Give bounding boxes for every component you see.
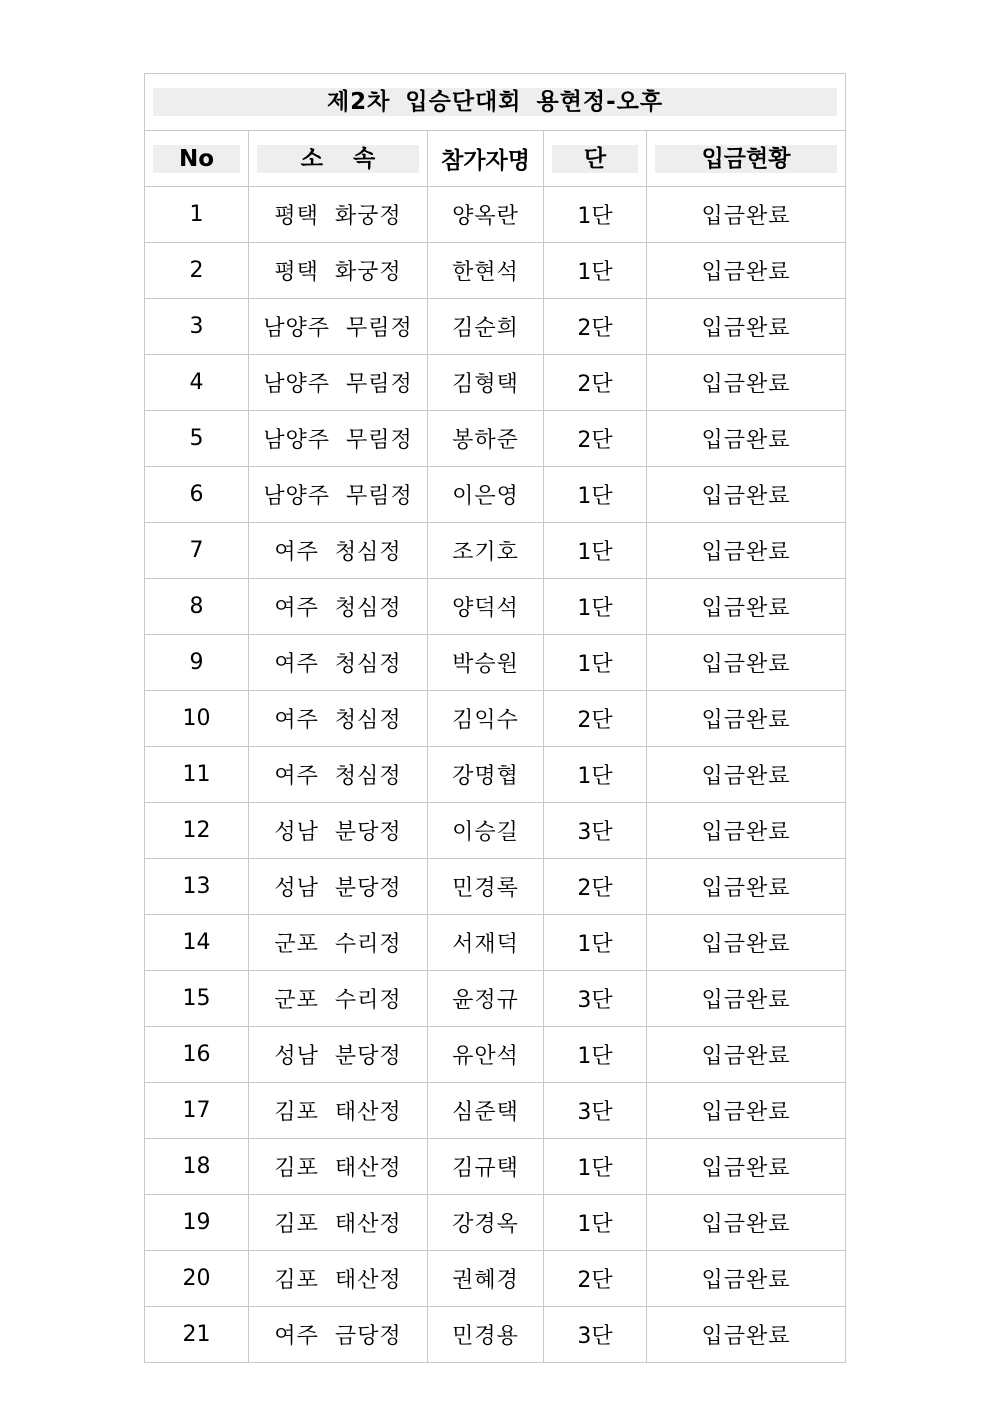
table-row — [145, 1195, 846, 1251]
header-payment: 입금현황 — [655, 145, 837, 173]
header-name: 참가자명 — [441, 148, 530, 174]
row-rank: 2단 — [544, 411, 647, 467]
row-no: 8 — [145, 579, 249, 635]
row-rank: 3단 — [544, 1307, 647, 1363]
row-org: 여주 금당정 — [249, 1307, 428, 1363]
row-no: 2 — [145, 243, 249, 299]
row-no: 6 — [145, 467, 249, 523]
title-cell — [145, 74, 846, 131]
header-rank: 단 — [552, 145, 638, 173]
header-org: 소 속 — [257, 145, 419, 173]
table-row — [145, 803, 846, 859]
row-rank: 2단 — [544, 691, 647, 747]
row-name: 김형택 — [428, 355, 544, 411]
row-name: 양덕석 — [428, 579, 544, 635]
row-rank: 1단 — [544, 1139, 647, 1195]
row-payment: 입금완료 — [647, 187, 846, 243]
row-name: 양옥란 — [428, 187, 544, 243]
row-name: 서재덕 — [428, 915, 544, 971]
title-row — [145, 74, 846, 131]
row-payment: 입금완료 — [647, 635, 846, 691]
row-name: 민경용 — [428, 1307, 544, 1363]
row-org: 성남 분당정 — [249, 859, 428, 915]
row-payment: 입금완료 — [647, 915, 846, 971]
row-org: 평택 화궁정 — [249, 187, 428, 243]
row-name: 김규택 — [428, 1139, 544, 1195]
row-rank: 1단 — [544, 187, 647, 243]
header-name-cell — [428, 131, 544, 187]
row-no: 14 — [145, 915, 249, 971]
row-name: 박승원 — [428, 635, 544, 691]
row-no: 3 — [145, 299, 249, 355]
table-row — [145, 971, 846, 1027]
row-name: 유안석 — [428, 1027, 544, 1083]
row-payment: 입금완료 — [647, 1027, 846, 1083]
row-no: 18 — [145, 1139, 249, 1195]
table-row — [145, 299, 846, 355]
row-name: 이은영 — [428, 467, 544, 523]
table-row — [145, 1307, 846, 1363]
table-row — [145, 523, 846, 579]
row-no: 5 — [145, 411, 249, 467]
row-rank: 1단 — [544, 915, 647, 971]
header-no: No — [153, 145, 240, 173]
table-row — [145, 915, 846, 971]
row-payment: 입금완료 — [647, 467, 846, 523]
row-rank: 2단 — [544, 299, 647, 355]
table-row — [145, 1083, 846, 1139]
row-name: 조기호 — [428, 523, 544, 579]
header-no-cell — [145, 131, 249, 187]
row-payment: 입금완료 — [647, 691, 846, 747]
table-row — [145, 411, 846, 467]
row-name: 이승길 — [428, 803, 544, 859]
registration-sheet — [144, 73, 845, 1363]
table-row — [145, 187, 846, 243]
row-payment: 입금완료 — [647, 1307, 846, 1363]
row-no: 17 — [145, 1083, 249, 1139]
row-no: 10 — [145, 691, 249, 747]
row-no: 15 — [145, 971, 249, 1027]
row-payment: 입금완료 — [647, 1139, 846, 1195]
row-org: 평택 화궁정 — [249, 243, 428, 299]
row-org: 여주 청심정 — [249, 579, 428, 635]
table-row — [145, 747, 846, 803]
row-payment: 입금완료 — [647, 971, 846, 1027]
row-name: 강경옥 — [428, 1195, 544, 1251]
row-no: 13 — [145, 859, 249, 915]
row-payment: 입금완료 — [647, 859, 846, 915]
row-org: 군포 수리정 — [249, 915, 428, 971]
row-org: 남양주 무림정 — [249, 411, 428, 467]
table-row — [145, 1251, 846, 1307]
row-rank: 3단 — [544, 971, 647, 1027]
row-payment: 입금완료 — [647, 747, 846, 803]
row-rank: 1단 — [544, 579, 647, 635]
row-rank: 1단 — [544, 1195, 647, 1251]
row-org: 여주 청심정 — [249, 523, 428, 579]
row-payment: 입금완료 — [647, 1083, 846, 1139]
row-no: 1 — [145, 187, 249, 243]
table-row — [145, 579, 846, 635]
row-name: 권혜경 — [428, 1251, 544, 1307]
row-name: 강명협 — [428, 747, 544, 803]
row-no: 16 — [145, 1027, 249, 1083]
row-rank: 1단 — [544, 243, 647, 299]
header-payment-cell — [647, 131, 846, 187]
row-no: 21 — [145, 1307, 249, 1363]
row-payment: 입금완료 — [647, 355, 846, 411]
row-payment: 입금완료 — [647, 803, 846, 859]
row-payment: 입금완료 — [647, 579, 846, 635]
row-org: 여주 청심정 — [249, 747, 428, 803]
row-no: 12 — [145, 803, 249, 859]
header-row — [145, 131, 846, 187]
row-payment: 입금완료 — [647, 299, 846, 355]
table-row — [145, 243, 846, 299]
table-row — [145, 859, 846, 915]
row-org: 성남 분당정 — [249, 1027, 428, 1083]
row-name: 김순희 — [428, 299, 544, 355]
row-rank: 1단 — [544, 635, 647, 691]
row-no: 7 — [145, 523, 249, 579]
row-org: 성남 분당정 — [249, 803, 428, 859]
row-payment: 입금완료 — [647, 523, 846, 579]
row-no: 4 — [145, 355, 249, 411]
table-row — [145, 355, 846, 411]
row-org: 남양주 무림정 — [249, 467, 428, 523]
row-payment: 입금완료 — [647, 1195, 846, 1251]
row-org: 여주 청심정 — [249, 635, 428, 691]
table-row — [145, 467, 846, 523]
row-org: 남양주 무림정 — [249, 299, 428, 355]
table-row — [145, 1139, 846, 1195]
row-org: 김포 태산정 — [249, 1195, 428, 1251]
row-rank: 2단 — [544, 1251, 647, 1307]
table-row — [145, 1027, 846, 1083]
row-rank: 3단 — [544, 803, 647, 859]
row-name: 심준택 — [428, 1083, 544, 1139]
row-payment: 입금완료 — [647, 411, 846, 467]
row-no: 9 — [145, 635, 249, 691]
row-org: 군포 수리정 — [249, 971, 428, 1027]
row-no: 11 — [145, 747, 249, 803]
row-rank: 2단 — [544, 859, 647, 915]
row-rank: 1단 — [544, 523, 647, 579]
row-rank: 1단 — [544, 467, 647, 523]
participant-table — [144, 73, 846, 1363]
row-no: 19 — [145, 1195, 249, 1251]
row-name: 김익수 — [428, 691, 544, 747]
header-org-cell — [249, 131, 428, 187]
row-org: 김포 태산정 — [249, 1139, 428, 1195]
row-name: 봉하준 — [428, 411, 544, 467]
row-rank: 1단 — [544, 1027, 647, 1083]
table-row — [145, 635, 846, 691]
row-org: 김포 태산정 — [249, 1251, 428, 1307]
row-rank: 3단 — [544, 1083, 647, 1139]
row-org: 김포 태산정 — [249, 1083, 428, 1139]
row-name: 한현석 — [428, 243, 544, 299]
row-payment: 입금완료 — [647, 243, 846, 299]
row-name: 윤정규 — [428, 971, 544, 1027]
header-rank-cell — [544, 131, 647, 187]
row-org: 남양주 무림정 — [249, 355, 428, 411]
row-name: 민경록 — [428, 859, 544, 915]
table-row — [145, 691, 846, 747]
row-payment: 입금완료 — [647, 1251, 846, 1307]
row-org: 여주 청심정 — [249, 691, 428, 747]
row-no: 20 — [145, 1251, 249, 1307]
table-title: 제2차 입승단대회 용현정-오후 — [153, 88, 837, 116]
row-rank: 1단 — [544, 747, 647, 803]
row-rank: 2단 — [544, 355, 647, 411]
